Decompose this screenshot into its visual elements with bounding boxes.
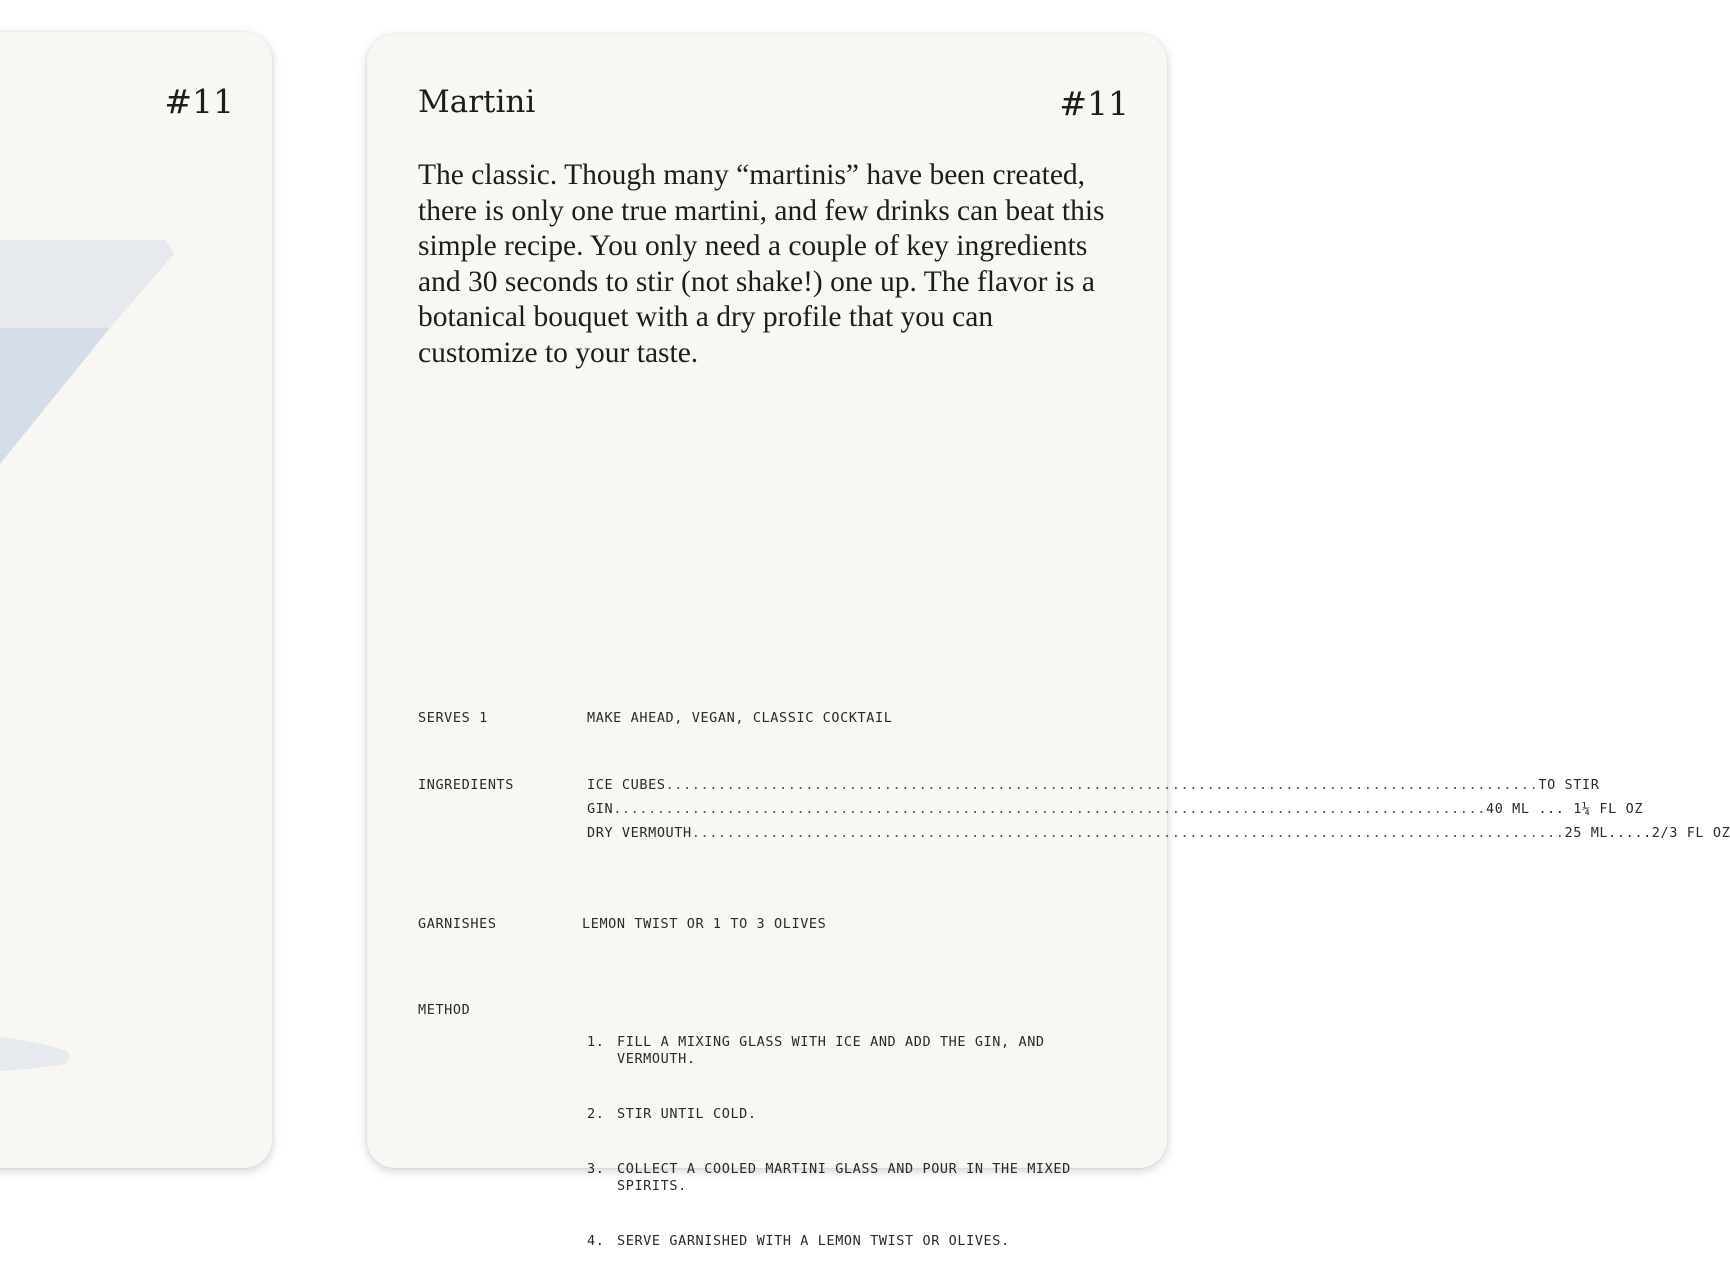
ingredient-row	[587, 777, 1600, 793]
ingredient-row	[587, 825, 1730, 841]
ingredient-amount: 25 ML.....2/3 FL OZ	[1564, 825, 1730, 841]
step-text: SERVE GARNISHED WITH A LEMON TWIST OR OLIVES.	[617, 1233, 1010, 1249]
step-text: COLLECT A COOLED MARTINI GLASS AND POUR IN THE MIXED SPIRITS.	[617, 1161, 1071, 1194]
method-step	[587, 1034, 1087, 1068]
step-number: 1.	[587, 1034, 605, 1050]
ingredient-amount: TO STIR	[1538, 777, 1600, 793]
method-step	[587, 1233, 1087, 1250]
method-step	[587, 1161, 1087, 1195]
method-steps	[587, 1002, 1087, 1288]
ingredient-name: GIN	[587, 801, 614, 817]
garnishes-label: GARNISHES	[418, 916, 497, 932]
right-recipe-card[interactable]	[367, 34, 1730, 1249]
step-number: 3.	[587, 1161, 605, 1177]
ingredient-name: ICE CUBES	[587, 777, 666, 793]
step-number: 4.	[587, 1233, 605, 1249]
recipe-title: Martini	[418, 84, 536, 120]
card-number: #11	[164, 82, 234, 121]
leader-dots	[613, 801, 1486, 817]
method-step	[587, 1106, 1087, 1123]
recipe-description: The classic. Though many “martinis” have been created, there is only one true martini, and few drinks can beat this simple recipe. You only need a couple of key ingredients and 30 seconds to stir (not shake!) one up. The flavor is a botanical bouquet with a dry profile that you can customize to your taste.	[418, 159, 1105, 369]
serves-label: SERVES 1	[418, 710, 488, 726]
ingredient-row	[587, 801, 1644, 817]
glass-base	[0, 1032, 69, 1072]
left-recipe-card[interactable]	[0, 32, 272, 1168]
step-text: FILL A MIXING GLASS WITH ICE AND ADD THE GIN, AND VERMOUTH.	[617, 1034, 1045, 1067]
ingredients-label: INGREDIENTS	[418, 777, 515, 793]
method-label: METHOD	[418, 1002, 471, 1018]
ingredient-amount: 40 ML ... 1¼ FL OZ	[1485, 801, 1644, 817]
step-text: STIR UNTIL COLD.	[617, 1106, 757, 1122]
card-number: #11	[1059, 84, 1129, 123]
ingredient-name: DRY VERMOUTH	[587, 825, 692, 841]
garnishes-value: LEMON TWIST OR 1 TO 3 OLIVES	[582, 916, 827, 932]
martini-glass-icon	[0, 32, 272, 1168]
leader-dots	[666, 777, 1539, 793]
recipe-tags: MAKE AHEAD, VEGAN, CLASSIC COCKTAIL	[587, 710, 893, 726]
glass-liquid	[0, 328, 110, 464]
leader-dots	[692, 825, 1565, 841]
step-number: 2.	[587, 1106, 605, 1122]
